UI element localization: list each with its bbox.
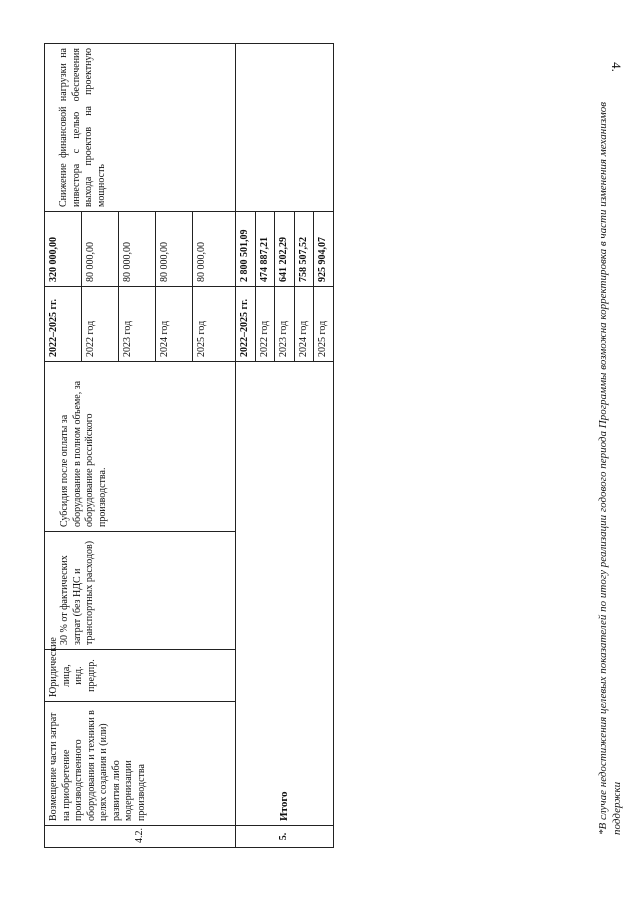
row-number-4-2: 4.2. [45,826,236,848]
rate-cell: 30 % от фактических затрат (без НДС и транспортных расходов) [45,532,236,650]
period-amount: 80 000,00 [119,212,156,287]
period-label: 2022 год [82,287,119,362]
period-amount: 758 507,52 [294,212,314,287]
page-number: 4. [609,62,624,72]
period-label: 2025 год [193,287,236,362]
empty-goal-cell [236,44,334,212]
row-number-5: 5. [236,826,334,848]
footnote: *В случае недостижения целевых показателей по итогу реализации годового периода Программы возможна корректировка в части изменения механизмов поддержки [597,101,623,835]
period-amount: 80 000,00 [156,212,193,287]
measure-description: Возмещение части затрат на приобретение производственного оборудования и техники в целях создания и (или) развития либо модернизации производства [45,702,236,826]
support-measures-table [44,43,334,848]
period-label: 2022 год [255,287,275,362]
period-amount: 474 887,21 [255,212,275,287]
table-row-5-total [236,44,256,848]
period-label: 2024 год [156,287,193,362]
goal-cell: Снижение финансовой нагрузки на инвестора с целью обеспечения выхода проектов на проектную мощность [45,44,236,212]
period-amount: 80 000,00 [193,212,236,287]
period-amount: 2 800 501,09 [236,212,256,287]
period-label: 2022–2025 гг. [236,287,256,362]
period-label: 2023 год [275,287,295,362]
period-amount: 641 202,29 [275,212,295,287]
period-label: 2024 год [294,287,314,362]
period-label: 2025 год [314,287,334,362]
period-label: 2022–2025 гг. [45,287,82,362]
period-amount: 925 904,07 [314,212,334,287]
recipients-cell: Юридические лица, инд. предпр. [45,650,236,702]
table-row-4-2-total [45,44,82,848]
period-amount: 80 000,00 [82,212,119,287]
period-amount: 320 000,00 [45,212,82,287]
total-label: Итого [236,362,334,826]
period-label: 2023 год [119,287,156,362]
conditions-cell: Субсидия после оплаты за оборудование в полном объеме, за оборудование российского производства. [45,362,236,532]
